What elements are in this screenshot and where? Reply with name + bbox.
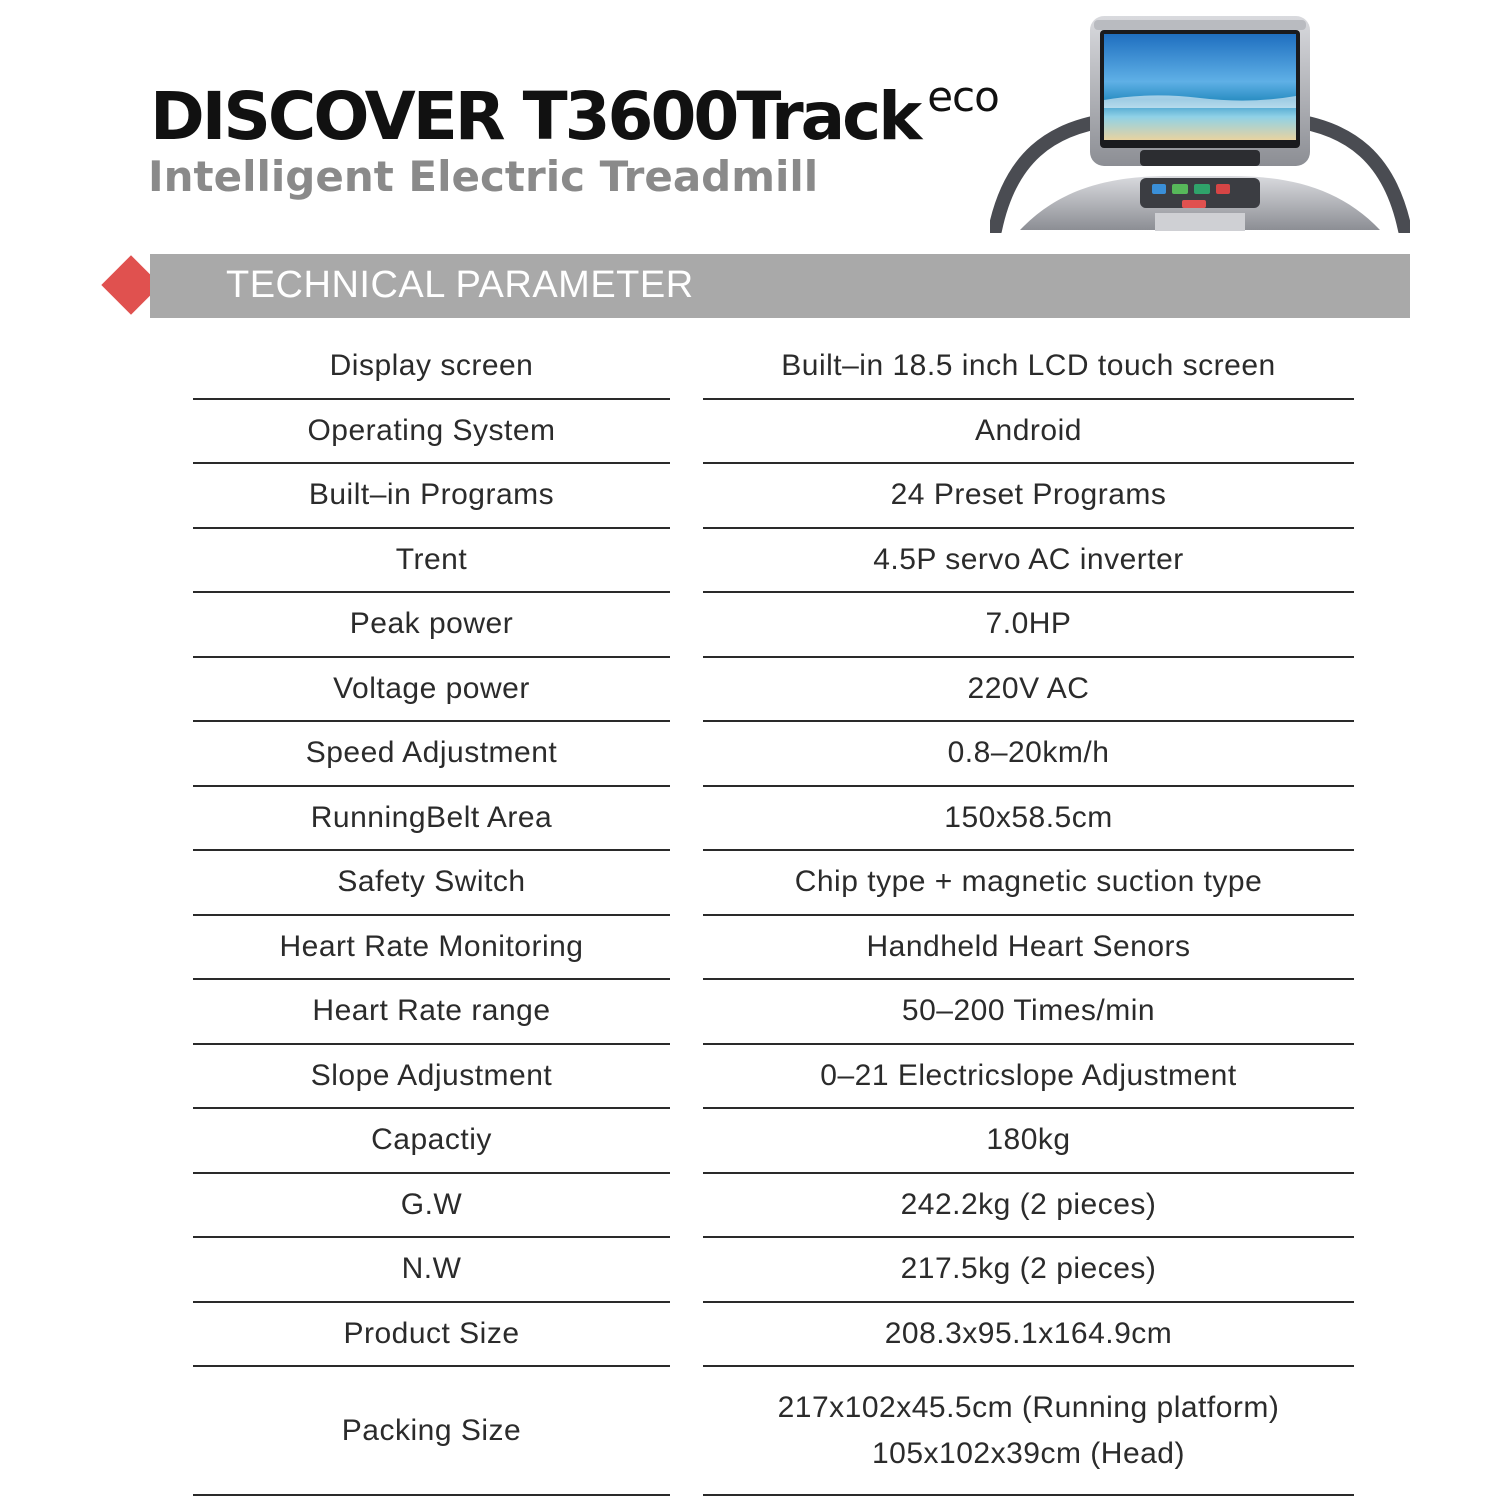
spec-label: G.W <box>193 1174 670 1239</box>
treadmill-console-image <box>990 8 1410 233</box>
spec-value-line-2: 105x102x39cm (Head) <box>871 1436 1185 1470</box>
spec-label: Speed Adjustment <box>193 722 670 787</box>
spec-label: Voltage power <box>193 658 670 723</box>
product-subtitle: Intelligent Electric Treadmill <box>148 152 819 201</box>
spec-label: Trent <box>193 529 670 594</box>
spec-value: 208.3x95.1x164.9cm <box>703 1303 1354 1368</box>
section-header-bar <box>150 254 1410 318</box>
spec-value: 217.5kg (2 pieces) <box>703 1238 1354 1303</box>
spec-value: Chip type + magnetic suction type <box>703 851 1354 916</box>
spec-row <box>0 1174 1500 1239</box>
spec-row <box>0 335 1500 400</box>
spec-row <box>0 529 1500 594</box>
spec-value: 50–200 Times/min <box>703 980 1354 1045</box>
spec-label: Slope Adjustment <box>193 1045 670 1110</box>
spec-label: Packing Size <box>193 1367 670 1496</box>
spec-value: 24 Preset Programs <box>703 464 1354 529</box>
spec-value: 0–21 Electricslope Adjustment <box>703 1045 1354 1110</box>
spec-label: N.W <box>193 1238 670 1303</box>
spec-table <box>0 335 1500 1496</box>
spec-value: 150x58.5cm <box>703 787 1354 852</box>
spec-row <box>0 1109 1500 1174</box>
spec-label: Built–in Programs <box>193 464 670 529</box>
spec-row <box>0 787 1500 852</box>
spec-row <box>0 593 1500 658</box>
spec-value: 0.8–20km/h <box>703 722 1354 787</box>
spec-row <box>0 916 1500 981</box>
spec-row <box>0 851 1500 916</box>
spec-value: 242.2kg (2 pieces) <box>703 1174 1354 1239</box>
spec-label: RunningBelt Area <box>193 787 670 852</box>
spec-label: Display screen <box>193 335 670 400</box>
spec-label: Safety Switch <box>193 851 670 916</box>
spec-value: 7.0HP <box>703 593 1354 658</box>
spec-label: Heart Rate Monitoring <box>193 916 670 981</box>
section-title: TECHNICAL PARAMETER <box>226 264 694 306</box>
spec-label: Operating System <box>193 400 670 465</box>
spec-value <box>703 1367 1354 1496</box>
spec-row <box>0 1045 1500 1110</box>
spec-row <box>0 1303 1500 1368</box>
spec-value: 220V AC <box>703 658 1354 723</box>
spec-row <box>0 658 1500 723</box>
spec-row <box>0 1238 1500 1303</box>
spec-row <box>0 980 1500 1045</box>
spec-label: Product Size <box>193 1303 670 1368</box>
spec-label: Capactiy <box>193 1109 670 1174</box>
product-title <box>150 72 999 155</box>
spec-row <box>0 464 1500 529</box>
spec-value: Android <box>703 400 1354 465</box>
spec-label: Heart Rate range <box>193 980 670 1045</box>
spec-row <box>0 400 1500 465</box>
spec-value: 4.5P servo AC inverter <box>703 529 1354 594</box>
spec-row <box>0 722 1500 787</box>
spec-row <box>0 1367 1500 1496</box>
spec-value: 180kg <box>703 1109 1354 1174</box>
spec-label: Peak power <box>193 593 670 658</box>
spec-value: Built–in 18.5 inch LCD touch screen <box>703 335 1354 400</box>
spec-value-line-1: 217x102x45.5cm (Running platform) <box>777 1390 1280 1424</box>
product-title-eco: eco <box>927 72 999 121</box>
product-title-main: DISCOVER T3600Track <box>150 78 920 155</box>
spec-value: Handheld Heart Senors <box>703 916 1354 981</box>
